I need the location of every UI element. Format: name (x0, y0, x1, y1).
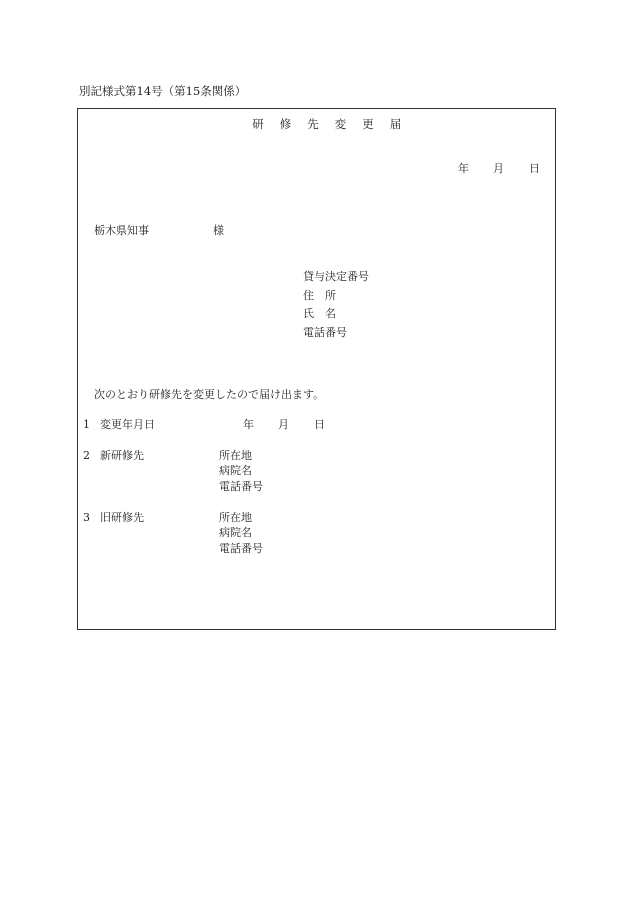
item-label: 変更年月日 (100, 418, 155, 431)
title-char: 研 (252, 117, 264, 131)
submission-year-label: 年 (458, 162, 469, 175)
item-number: 2 (83, 449, 90, 462)
title-char: 届 (389, 117, 402, 131)
submission-month-label: 月 (493, 162, 504, 175)
item-label: 旧研修先 (100, 511, 144, 524)
title-char: 修 (279, 117, 292, 131)
location-label: 所在地 (219, 511, 252, 524)
phone-label: 電話番号 (219, 542, 263, 555)
change-month-label: 月 (278, 418, 289, 431)
address-label: 住 所 (303, 289, 336, 302)
phone-label: 電話番号 (219, 480, 263, 493)
title-char: 変 (334, 117, 347, 131)
name-label: 氏 名 (303, 307, 336, 320)
location-label: 所在地 (219, 449, 252, 462)
title-char: 先 (307, 117, 319, 131)
form-caption: 別記様式第14号（第15条関係） (79, 84, 247, 98)
phone-label: 電話番号 (303, 326, 347, 339)
change-day-label: 日 (314, 418, 325, 431)
form-title (246, 119, 408, 131)
addressee-name: 栃木県知事 (94, 224, 149, 237)
submission-day-label: 日 (529, 162, 540, 175)
hospital-label: 病院名 (219, 464, 252, 477)
loan-number-label: 貸与決定番号 (303, 270, 369, 283)
title-char: 更 (362, 117, 374, 131)
addressee-honorific: 様 (213, 224, 224, 237)
change-year-label: 年 (243, 418, 254, 431)
item-label: 新研修先 (100, 449, 144, 462)
statement-text: 次のとおり研修先を変更したので届け出ます。 (94, 388, 325, 401)
item-number: 1 (83, 418, 90, 431)
item-number: 3 (83, 511, 90, 524)
hospital-label: 病院名 (219, 526, 252, 539)
form-frame (77, 108, 556, 630)
